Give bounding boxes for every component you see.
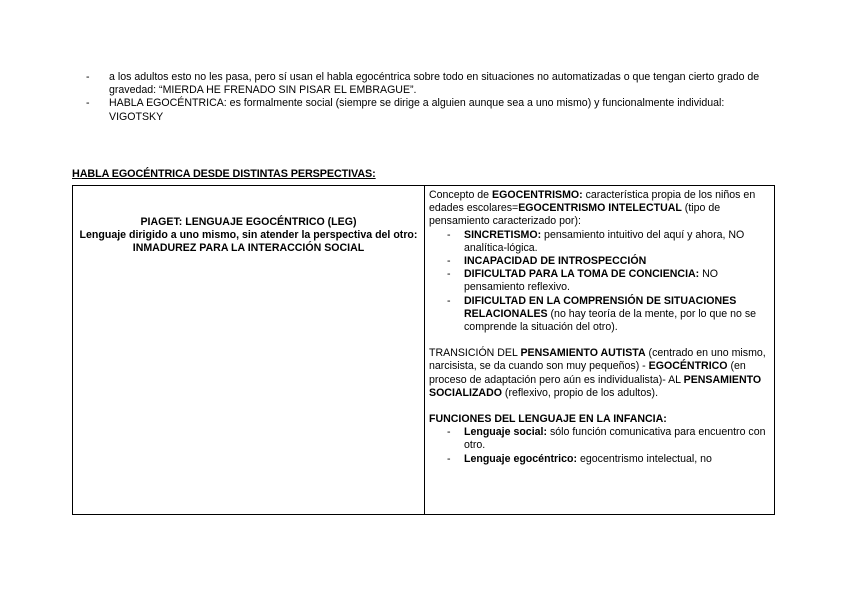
bullet-text: HABLA EGOCÉNTRICA: es formalmente social (siempre se dirige a alguien aunque sea a uno mismo) y funcionalmente individual: VIGOTSKY (109, 97, 725, 123)
list-item-text (464, 453, 770, 466)
transition-bold: PENSAMIENTO SOCIALIZADO (429, 373, 762, 399)
functions-title-text: FUNCIONES DEL LENGUAJE EN LA INFANCIA: (429, 413, 667, 426)
item-rest: NO pensamiento reflexivo. (464, 268, 719, 294)
perspectives-table (72, 185, 775, 515)
table-row (73, 186, 775, 515)
bullet-item (86, 71, 776, 97)
bullet-item (86, 97, 776, 123)
list-item (447, 268, 770, 294)
list-item (447, 229, 770, 255)
bullet-text: a los adultos esto no les pasa, pero sí usan el habla egocéntrica sobre todo en situaciones no automatizadas o que tengan cierto grado de gravedad: “MIERDA HE FRENADO SIN PISAR EL EMBRAGUE”. (109, 71, 760, 97)
list-item (447, 255, 770, 268)
item-bold: SINCRETISMO: (464, 228, 542, 241)
egocentrism-traits-list (429, 229, 770, 335)
item-rest: (no hay teoría de la mente, por lo que no se comprende la situación del otro). (464, 307, 757, 334)
spacer (429, 334, 770, 347)
list-item (447, 426, 770, 452)
item-bold: Lenguaje egocéntrico: (464, 452, 578, 465)
list-item-text (464, 295, 770, 335)
functions-title (429, 413, 770, 426)
piaget-cell (73, 186, 425, 515)
bullet-dash: - (86, 71, 90, 83)
list-item-text (464, 268, 770, 294)
piaget-title: PIAGET: LENGUAJE EGOCÉNTRICO (LEG) (140, 216, 357, 228)
piaget-heading (73, 186, 424, 256)
transition-bold: PENSAMIENTO AUTISTA (520, 347, 646, 360)
egocentrism-cell (425, 186, 775, 515)
item-bold: DIFICULTAD EN LA COMPRENSIÓN DE SITUACIONES RELACIONALES (464, 294, 737, 320)
list-dash: - (447, 268, 451, 281)
transition-bold: EGOCÉNTRICO (648, 360, 728, 373)
section-title: HABLA EGOCÉNTRICA DESDE DISTINTAS PERSPECTIVAS: (72, 168, 376, 180)
list-item-text (464, 229, 770, 255)
transition-paragraph (429, 347, 770, 400)
spacer (429, 400, 770, 413)
bullet-dash: - (86, 97, 90, 110)
list-dash: - (447, 426, 451, 439)
functions-list (429, 426, 770, 466)
item-bold: Lenguaje social: (464, 426, 548, 439)
concept-text: (tipo de pensamiento caracterizado por): (429, 202, 721, 228)
list-item-text (464, 255, 770, 268)
list-dash: - (447, 255, 451, 268)
item-rest: pensamiento intuitivo del aquí y ahora, NO analítica-lógica. (464, 228, 745, 254)
concept-text: Concepto de (429, 189, 493, 201)
list-dash: - (447, 452, 451, 465)
concept-bold: EGOCENTRISMO INTELECTUAL (518, 202, 682, 215)
transition-text: (en proceso de adaptación pero aún es individualista)- AL (429, 360, 746, 386)
item-bold: INCAPACIDAD DE INTROSPECCIÓN (464, 255, 647, 268)
concept-bold: EGOCENTRISMO: (492, 189, 583, 201)
transition-text: TRANSICIÓN DEL (429, 347, 521, 360)
transition-text: (reflexivo, propio de los adultos). (501, 386, 659, 399)
concept-paragraph (429, 189, 770, 229)
item-bold: DIFICULTAD PARA LA TOMA DE CONCIENCIA: (464, 268, 700, 281)
concept-text: característica propia de los niños en edades escolares= (429, 189, 756, 215)
transition-text: (centrado en uno mismo, narcisista, se da cuando son muy pequeños) - (429, 347, 766, 373)
list-item (447, 453, 770, 466)
list-item-text (464, 426, 770, 452)
item-rest: egocentrismo intelectual, no (577, 452, 712, 465)
list-item (447, 295, 770, 335)
list-dash: - (447, 228, 451, 241)
intro-bullet-list (86, 71, 776, 124)
piaget-description: Lenguaje dirigido a uno mismo, sin atender la perspectiva del otro: INMADUREZ PARA LA INTERACCIÓN SOCIAL (79, 229, 418, 255)
item-rest: sólo función comunicativa para encuentro con otro. (464, 426, 766, 452)
list-dash: - (447, 294, 451, 307)
